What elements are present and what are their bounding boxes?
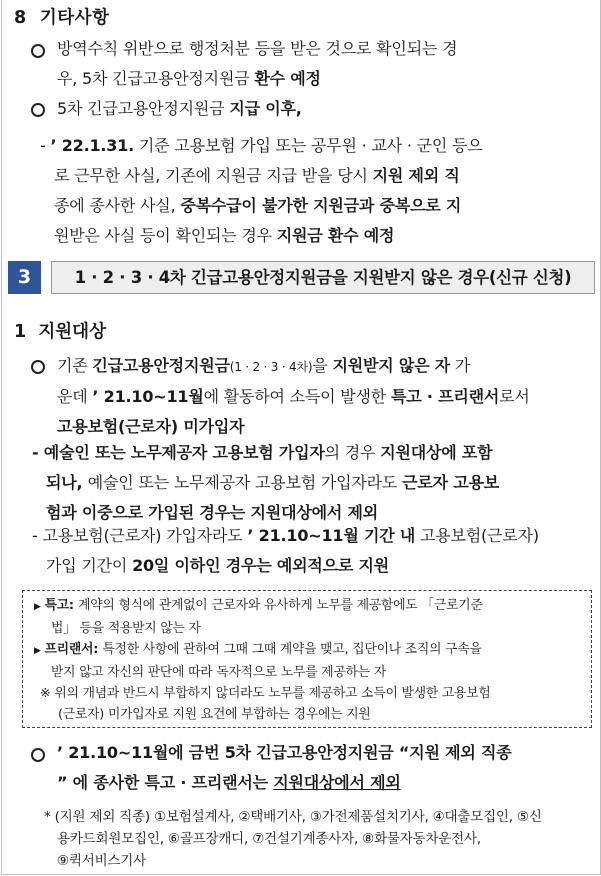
circle-bullet-icon [31, 748, 45, 762]
text-line: - ’ 22.1.31. 기준 고용보험 가입 또는 공무원 · 교사 · 군인 등으 [40, 136, 483, 155]
circle-bullet-icon [31, 44, 45, 58]
triangle-bullet-icon: ▶ [34, 602, 41, 612]
section-number: 8 [14, 8, 27, 28]
text-line: 종에 종사한 사실, 중복수급이 불가한 지원금과 중복으로 지 [54, 196, 462, 215]
definition-line: ▶ 특고: 계약의 형식에 관계없이 근로자와 유사하게 노무를 제공함에도 「근로기준 [34, 598, 483, 613]
footnote [44, 806, 594, 872]
bullet-item [57, 738, 592, 798]
text-line: 되나, 예술인 또는 노무제공자 고용보험 가입자라도 근로자 고용보 [46, 473, 499, 492]
circle-bullet-icon [31, 360, 45, 374]
text-line: ” 에 종사한 특고 · 프리랜서는 지원대상에서 제외 [57, 773, 401, 792]
text-line: 원받은 사실 등이 확인되는 경우 지원금 환수 예정 [54, 226, 395, 245]
section-3-number: 3 [8, 261, 41, 294]
text-line: 가입 기간이 20일 이하인 경우는 예외적으로 지원 [46, 556, 389, 575]
triangle-bullet-icon: ▶ [34, 646, 41, 656]
text-line: 로 근무한 사실, 기존에 지원금 지급 받을 당시 지원 제외 직 [54, 166, 460, 185]
note-line: ※ 위의 개념과 반드시 부합하지 않더라도 노무를 제공하고 소득이 발생한 고용보험 [40, 686, 491, 701]
definition-line: ▶ 프리랜서: 특정한 사항에 관하여 그때 그때 계약을 맺고, 집단이나 조직의 구속을 [34, 642, 482, 657]
section-3-title: 1 · 2 · 3 · 4차 긴급고용안정지원금을 지원받지 않은 경우(신규 신청) [51, 261, 595, 294]
section-8-heading [14, 4, 110, 29]
text-line: 험과 이중으로 가입된 경우는 지원대상에서 제외 [46, 503, 378, 522]
text-line: 우, 5차 긴급고용안정지원금 환수 예정 [57, 69, 321, 88]
text-line: 운데 ’ 21.10~11월에 활동하여 소득이 발생한 특고 · 프리랜서로서 [57, 387, 530, 406]
footnote-line: 용카드회원모집인, ⑥골프장캐디, ⑦건설기계종사자, ⑧화물자동차운전사, [57, 831, 481, 847]
text-line: ’ 21.10~11월에 금번 5차 긴급고용안정지원금 “지원 제외 직종 [57, 743, 512, 762]
bullet-item [57, 34, 592, 94]
footnote-line: ⑨퀵서비스기사 [57, 853, 146, 869]
subsection-heading: 1 지원대상 [14, 322, 106, 342]
circle-bullet-icon [31, 103, 45, 117]
text-line: - 예술인 또는 노무제공자 고용보험 가입자의 경우 지원대상에 포함 [32, 443, 493, 462]
bullet-item: 5차 긴급고용안정지원금 지급 이후, [57, 99, 302, 118]
text-line: 기존 긴급고용안정지원금(1 · 2 · 3 · 4차)을 지원받지 않은 자 가 [57, 356, 471, 375]
text-line: 고용보험(근로자) 미가입자 [57, 417, 245, 436]
bullet-item [57, 351, 592, 442]
dash-item [32, 438, 594, 528]
definition-line: 받지 않고 자신의 판단에 따라 독자적으로 노무를 제공하는 자 [51, 665, 386, 680]
definitions-content [34, 595, 588, 725]
text-line: - 고용보험(근로자) 가입자라도 ’ 21.10~11월 기간 내 고용보험(근로자) [32, 526, 539, 545]
text-line: 방역수칙 위반으로 행정처분 등을 받은 것으로 확인되는 경 [57, 39, 458, 58]
dash-item [40, 131, 595, 251]
section-title: 기타사항 [39, 8, 110, 28]
footnote-line: * (지원 제외 직종) ①보험설계사, ②택배기사, ③가전제품설치기사, ④대출모집인, ⑤신 [44, 809, 542, 825]
definition-line: 법」 등을 적용받지 않는 자 [51, 621, 201, 636]
note-line: (근로자) 미가입자로 지원 요건에 부합하는 경우에는 지원 [58, 707, 371, 722]
dash-item [32, 521, 594, 581]
